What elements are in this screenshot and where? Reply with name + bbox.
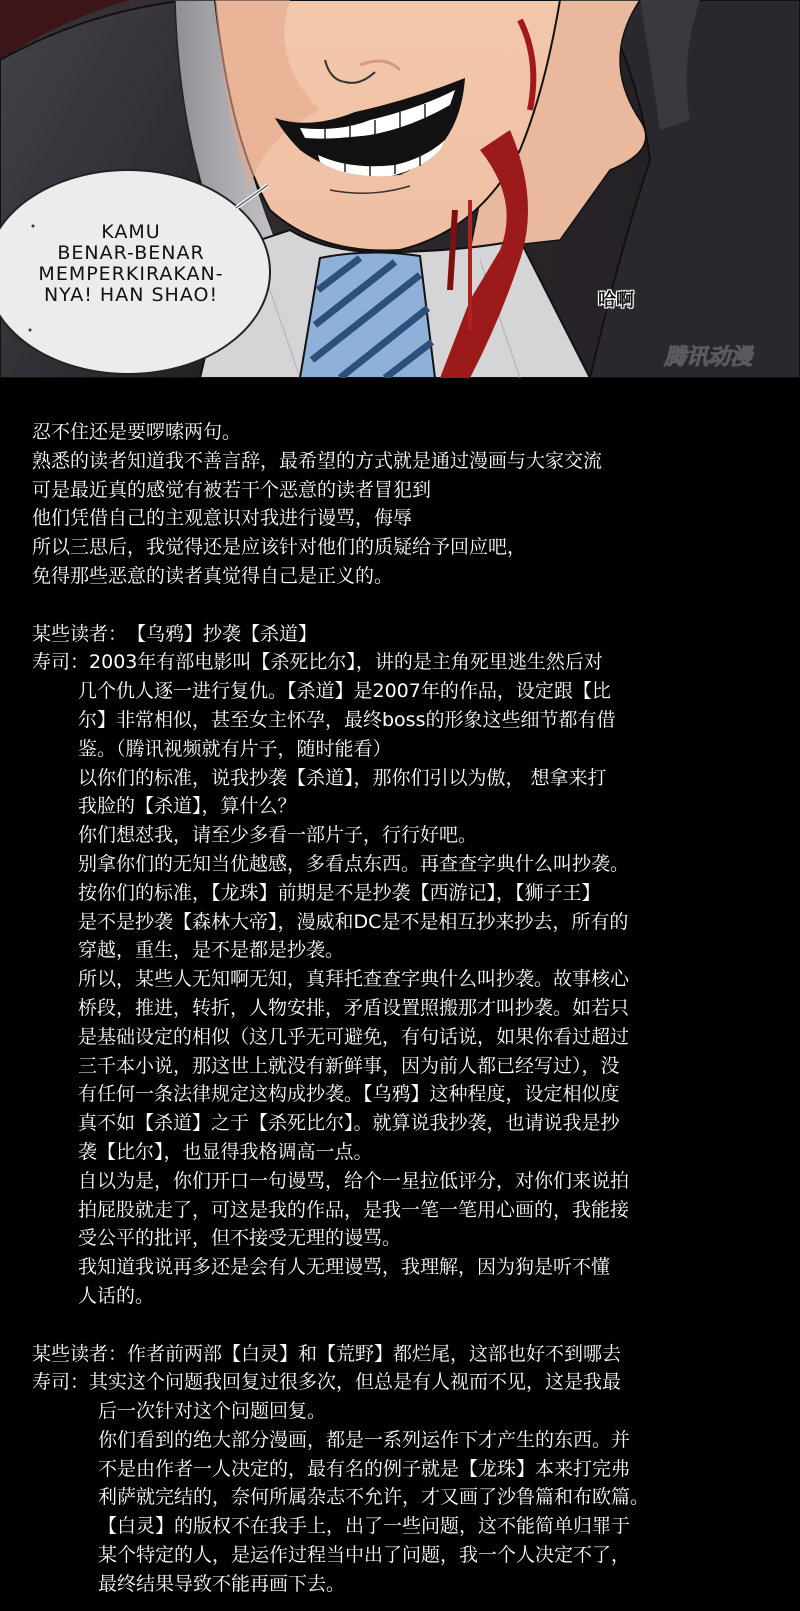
comic-panel — [0, 0, 800, 378]
answer-line: 是不是抄袭【森林大帝】，漫威和DC是不是相互抄来抄去，所有的 — [78, 910, 629, 933]
answer-line: 别拿你们的无知当优越感，多看点东西。再查查字典什么叫抄袭。 — [78, 852, 630, 875]
answer-line: 你们看到的绝大部分漫画，都是一系列运作下才产生的东西。并 — [98, 1428, 631, 1451]
question-speaker: 某些读者： — [32, 622, 128, 645]
answer-line: 人话的。 — [78, 1284, 155, 1307]
answer-line: 不是由作者一人决定的，最有名的例子就是【龙珠】本来打完弗 — [98, 1457, 631, 1480]
answer-line: 【白灵】的版权不在我手上，出了一些问题，这不能简单归罪于 — [98, 1515, 631, 1538]
text-line: 他们凭借自己的主观意识对我进行谩骂，侮辱 — [32, 507, 413, 530]
answer-line: 最终结果导致不能再画下去。 — [98, 1572, 346, 1595]
answer-line: 几个仇人逐一进行复仇。【杀道】是2007年的作品，设定跟【比 — [78, 680, 611, 703]
author-note — [0, 378, 800, 1599]
answer-line: 鉴。（腾讯视频就有片子，随时能看） — [78, 737, 392, 760]
answer-text: 其实这个问题我回复过很多次，但总是有人视而不见，这是我最 — [89, 1371, 622, 1394]
answer-line: 受公平的批评，但不接受无理的谩骂。 — [78, 1227, 402, 1250]
speech-bubble — [6, 222, 256, 306]
answer-line: 我知道我说再多还是会有人无理谩骂，我理解，因为狗是听不懂 — [78, 1256, 611, 1279]
question-row — [0, 620, 800, 649]
speech-line: MEMPERKIRAKAN- — [38, 263, 224, 285]
text-line: 忍不住还是要啰嗦两句。 — [32, 421, 242, 443]
answer-row — [0, 648, 800, 677]
answer-text: 2003年有部电影叫【杀死比尔】，讲的是主角死里逃生然后对 — [89, 651, 603, 674]
answer-line: 自以为是，你们开口一句谩骂，给个一星拉低评分，对你们来说拍 — [78, 1169, 630, 1192]
intro-paragraph — [0, 418, 800, 591]
speech-line: BENAR-BENAR — [57, 242, 205, 264]
question-text: 【乌鸦】抄袭【杀道】 — [127, 622, 318, 645]
answer-line: 所以，某些人无知啊无知，真拜托查查字典什么叫抄袭。故事核心 — [78, 968, 630, 991]
speech-line: KAMU — [101, 221, 161, 243]
answer-line: 我脸的【杀道】，算什么？ — [78, 795, 297, 818]
answer-line: 某个特定的人，是运作过程当中出了问题，我一个人决定不了， — [98, 1544, 631, 1567]
answer-line: 以你们的标准，说我抄袭【杀道】，那你们引以为傲， 想拿来打 — [78, 766, 607, 789]
answer-line: 你们想怼我，请至少多看一部片子，行行好吧。 — [78, 824, 478, 847]
qa-block-unfinished-works — [0, 1340, 800, 1599]
answer-line: 是基础设定的相似（这几乎无可避免，有句话说，如果你看过超过 — [78, 1025, 630, 1048]
answer-line: 拍屁股就走了，可这是我的作品，是我一笔一笔用心画的，我能接 — [78, 1198, 630, 1221]
answer-line: 三千本小说，那这世上就没有新鲜事，因为前人都已经写过），没 — [78, 1054, 620, 1077]
question-row — [0, 1340, 800, 1369]
sound-effect: 哈啊 — [598, 290, 634, 311]
qa-block-plagiarism — [0, 620, 800, 1311]
answer-row — [0, 1368, 800, 1397]
question-speaker: 某些读者： — [32, 1342, 128, 1365]
spacer — [0, 591, 800, 620]
speech-line: NYA! HAN SHAO! — [43, 284, 219, 306]
text-line: 免得那些恶意的读者真觉得自己是正义的。 — [32, 564, 394, 587]
text-line: 所以三思后，我觉得还是应该针对他们的质疑给予回应吧， — [32, 536, 527, 559]
text-line: 可是最近真的感觉有被若干个恶意的读者冒犯到 — [32, 478, 432, 501]
tencent-comics-watermark: 腾讯动漫 — [664, 345, 753, 370]
text-line: 熟悉的读者知道我不善言辞，最希望的方式就是通过漫画与大家交流 — [32, 449, 603, 472]
answer-line: 桥段，推进，转折，人物安排，矛盾设置照搬那才叫抄袭。如若只 — [78, 996, 630, 1019]
answer-line: 穿越，重生，是不是都是抄袭。 — [78, 939, 345, 962]
comic-artwork — [0, 0, 800, 378]
spacer — [0, 1311, 800, 1340]
answer-line: 后一次针对这个问题回复。 — [98, 1400, 327, 1423]
answer-speaker: 寿司： — [32, 1371, 90, 1394]
answer-speaker: 寿司： — [32, 651, 90, 674]
answer-line: 有任何一条法律规定这构成抄袭。【乌鸦】这种程度，设定相似度 — [78, 1083, 620, 1106]
question-text: 作者前两部【白灵】和【荒野】都烂尾，这部也好不到哪去 — [127, 1342, 622, 1365]
answer-line: 袭【比尔】，也显得我格调高一点。 — [78, 1140, 373, 1163]
answer-line: 利萨就完结的，奈何所属杂志不允许，才又画了沙鲁篇和布欧篇。 — [98, 1486, 650, 1509]
answer-line: 按你们的标准，【龙珠】前期是不是抄袭【西游记】，【狮子王】 — [78, 881, 601, 904]
answer-line: 真不如【杀道】之于【杀死比尔】。就算说我抄袭，也请说我是抄 — [78, 1112, 620, 1135]
answer-line: 尔】非常相似，甚至女主怀孕，最终boss的形象这些细节都有借 — [78, 708, 616, 731]
